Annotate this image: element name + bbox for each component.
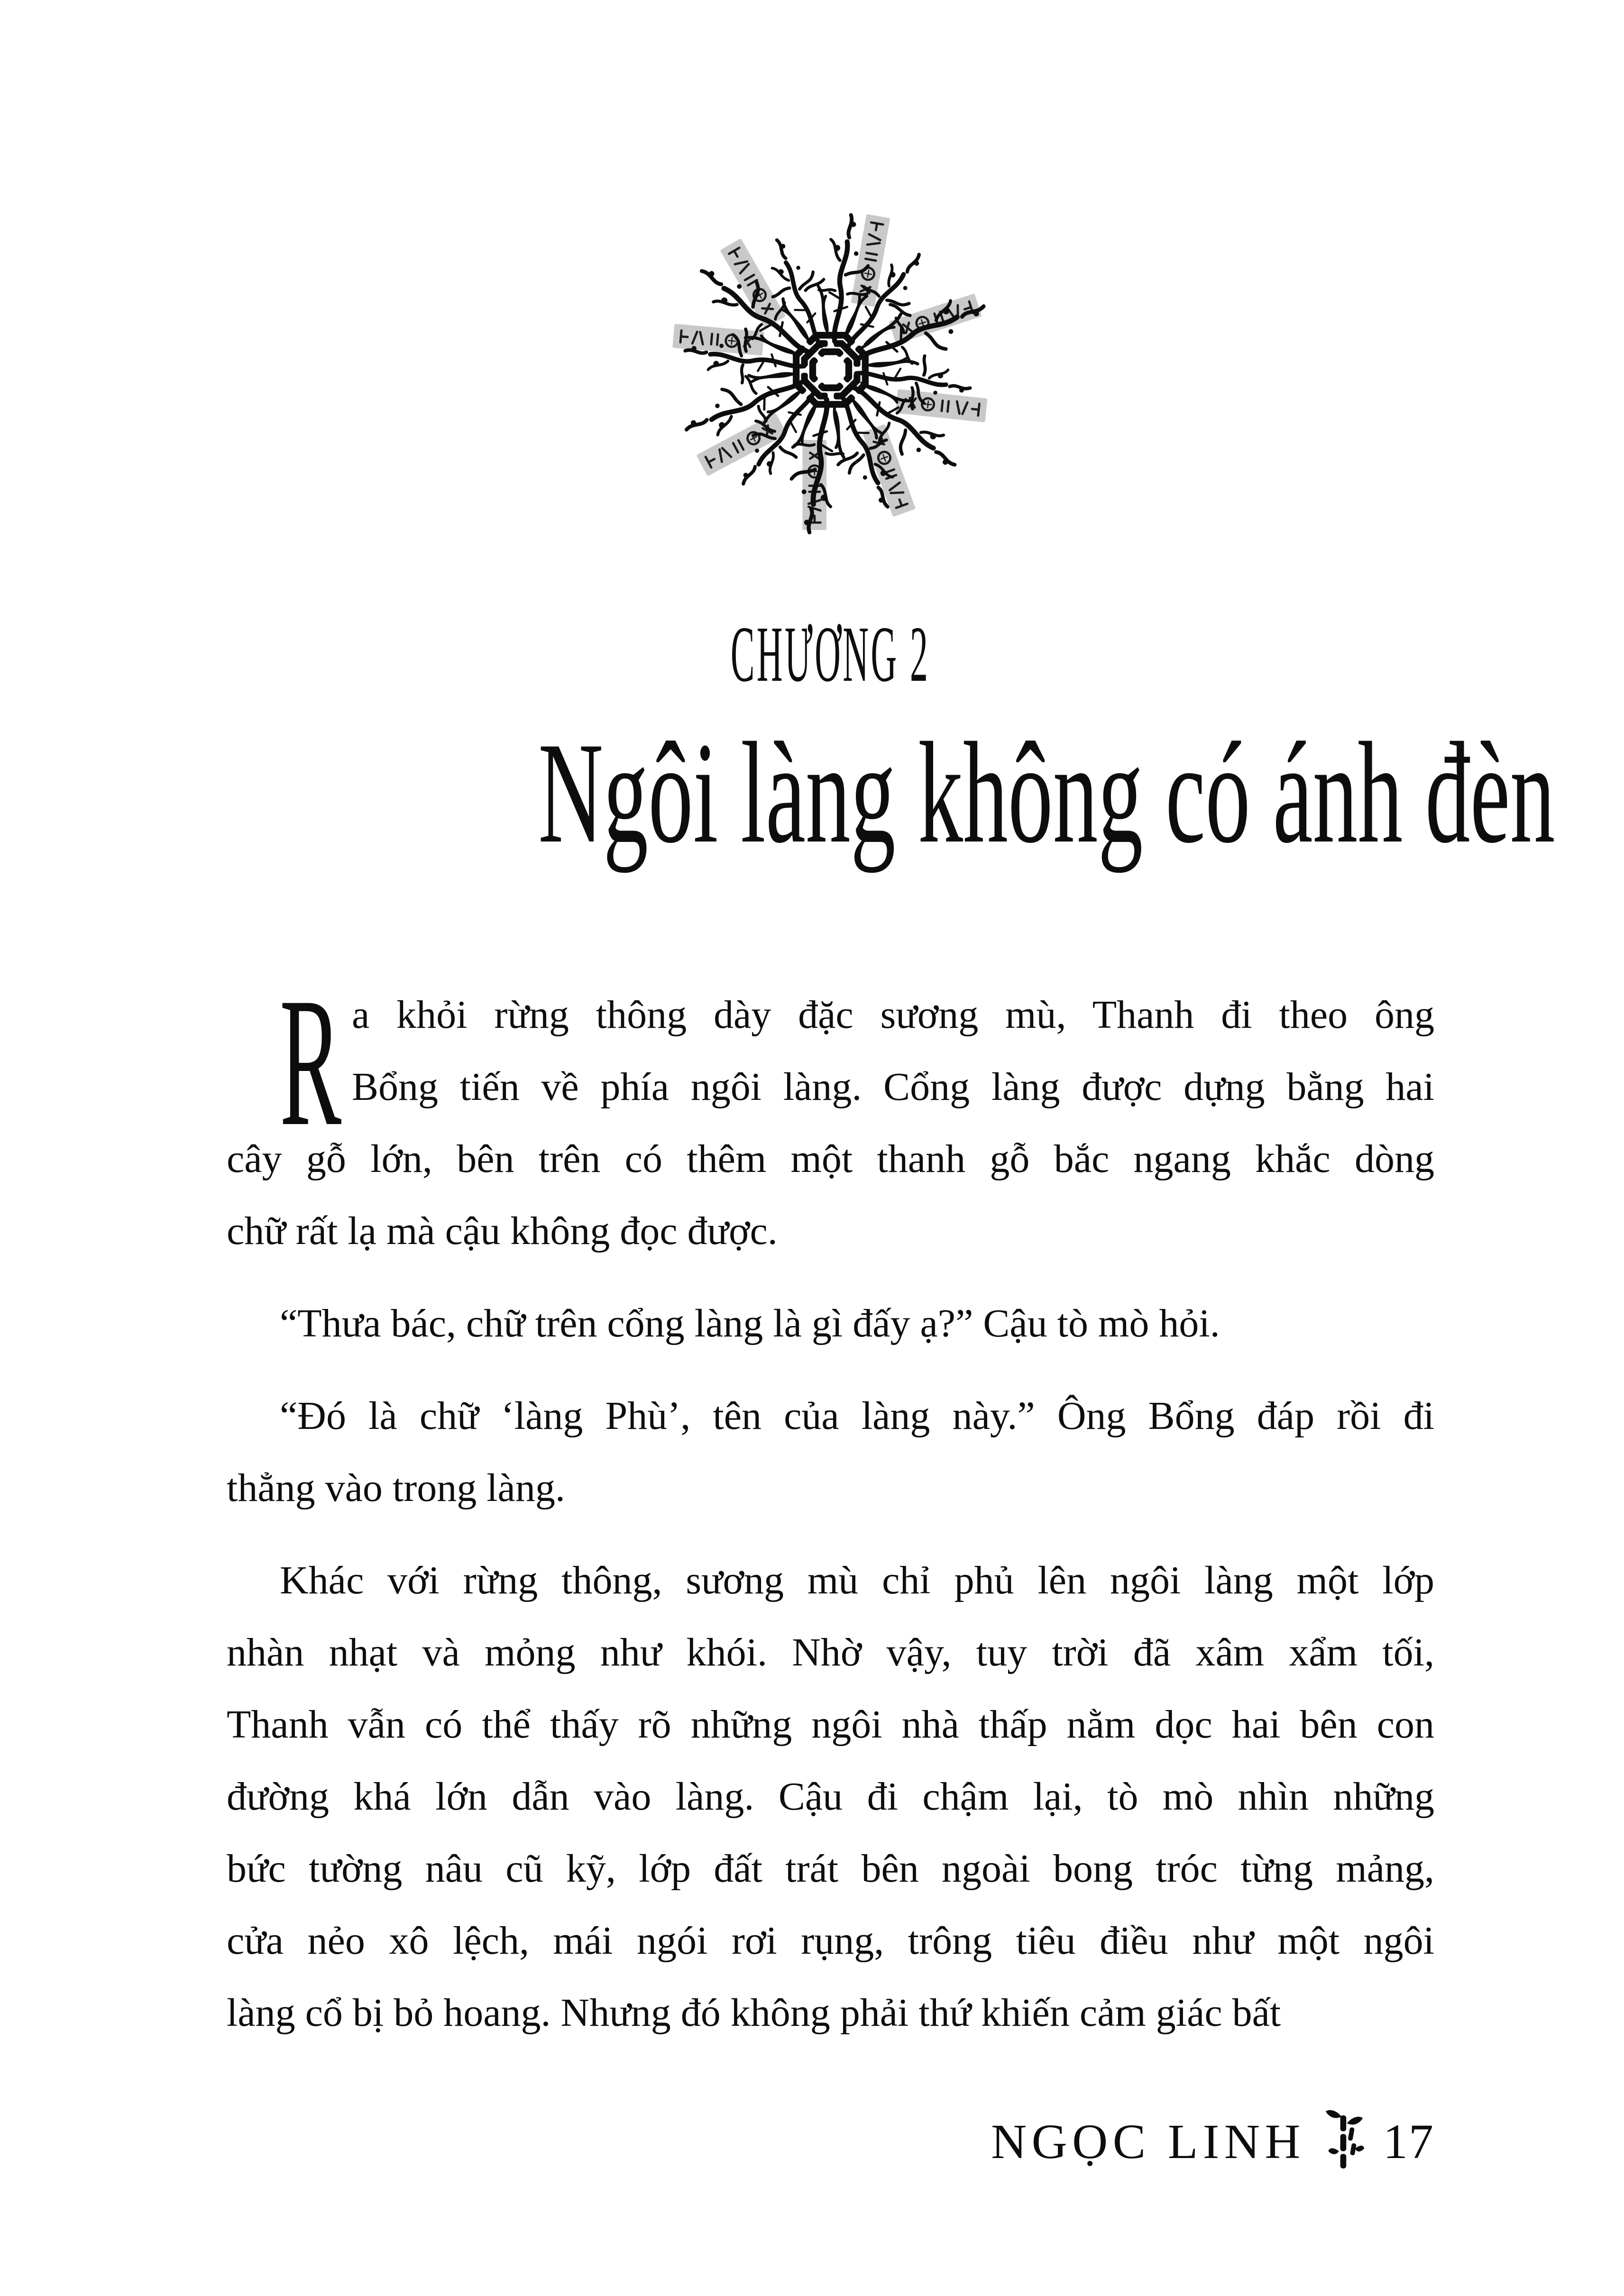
text-line: “Thưa bác, chữ trên cổng làng là gì đấy ạ?” Cậu tò mò hỏi. bbox=[280, 1301, 1220, 1345]
chapter-title bbox=[227, 713, 1555, 873]
text-line: cây gỗ lớn, bên trên có thêm một thanh gỗ bắc ngang khắc dòng bbox=[227, 1137, 1434, 1181]
text-line: đường khá lớn dẫn vào làng. Cậu đi chậm lại, tò mò nhìn những bbox=[227, 1775, 1434, 1819]
text-line: làng cổ bị bỏ hoang. Nhưng đó không phải thứ khiến cảm giác bất bbox=[227, 1991, 1281, 2035]
dropcap-letter: R bbox=[280, 960, 342, 1164]
paragraph-4 bbox=[227, 1545, 1434, 2049]
text-line: Thanh vẫn có thể thấy rõ những ngôi nhà thấp nằm dọc hai bên con bbox=[227, 1702, 1434, 1747]
paragraph-3 bbox=[227, 1380, 1434, 1524]
chapter-label-text: CHƯƠNG 2 bbox=[731, 610, 930, 698]
text-line: cửa nẻo xô lệch, mái ngói rơi rụng, trông tiêu điều như một ngôi bbox=[227, 1919, 1434, 1963]
chapter-ornament-icon bbox=[651, 190, 1011, 550]
body-text bbox=[227, 960, 1434, 2049]
page-number: 17 bbox=[1383, 2114, 1434, 2169]
text-line: “Đó là chữ ‘làng Phù’, tên của làng này.” Ông Bổng đáp rồi đi bbox=[280, 1394, 1434, 1438]
author-name: NGỌC LINH bbox=[991, 2114, 1305, 2169]
text-line: Bổng tiến về phía ngôi làng. Cổng làng được dựng bằng hai bbox=[352, 1065, 1434, 1109]
dropcap-adjacent-lines bbox=[352, 979, 1434, 1123]
text-line: chữ rất lạ mà cậu không đọc được. bbox=[227, 1209, 778, 1253]
text-line: Khác với rừng thông, sương mù chỉ phủ lên ngôi làng một lớp bbox=[280, 1558, 1434, 1602]
chapter-title-text: Ngôi làng không có ánh đèn bbox=[538, 713, 1555, 873]
page-footer bbox=[991, 2109, 1434, 2175]
text-line: bức tường nâu cũ kỹ, lớp đất trát bên ngoài bong tróc từng mảng, bbox=[227, 1847, 1434, 1891]
paragraph-1 bbox=[227, 960, 1434, 1267]
bamboo-icon bbox=[1324, 2109, 1364, 2175]
chapter-label bbox=[227, 610, 1434, 698]
text-line: a khỏi rừng thông dày đặc sương mù, Thanh đi theo ông bbox=[352, 993, 1434, 1037]
text-line: thẳng vào trong làng. bbox=[227, 1466, 565, 1510]
text-line: nhàn nhạt và mỏng như khói. Nhờ vậy, tuy trời đã xâm xẩm tối, bbox=[227, 1630, 1434, 1674]
paragraph-2 bbox=[227, 1288, 1434, 1360]
